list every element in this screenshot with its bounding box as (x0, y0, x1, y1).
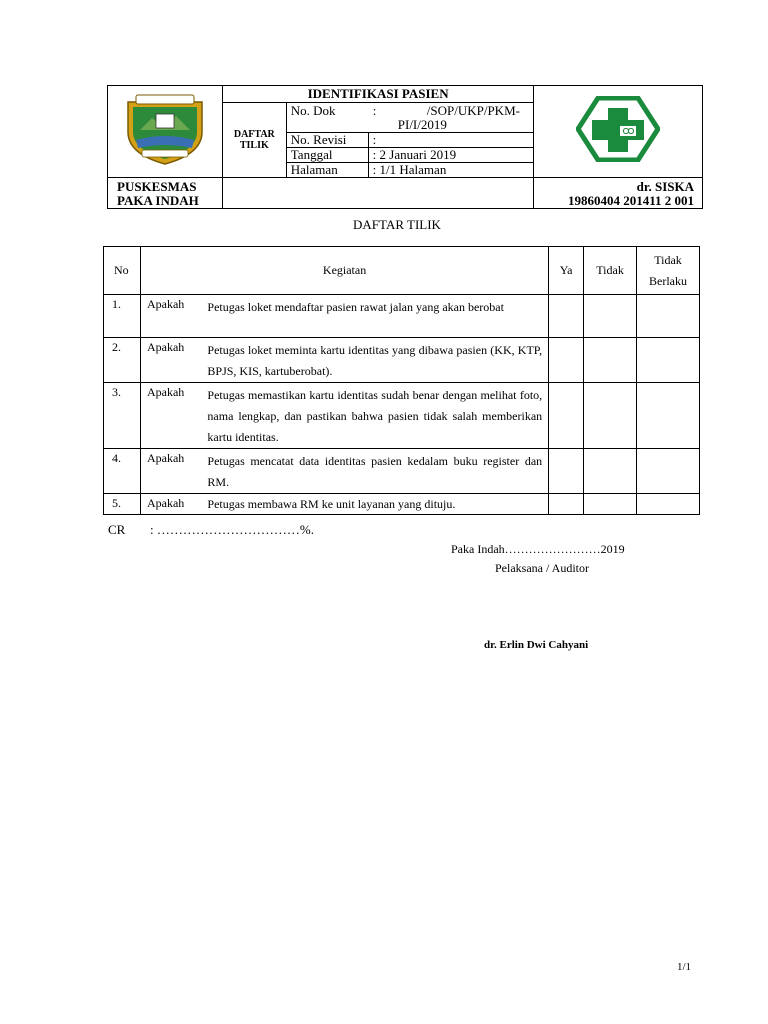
row-text: Petugas mencatat data identitas pasien kedalam buku register dan RM. (201, 449, 548, 494)
no-dok-value-line1: /SOP/UKP/PKM- (426, 103, 520, 118)
check-tidak-berlaku[interactable] (637, 449, 700, 494)
checklist-table (103, 246, 700, 515)
col-tidak-berlaku-line2: Berlaku (649, 273, 688, 288)
tanggal-label: Tanggal (286, 148, 368, 163)
no-dok-label: No. Dok (290, 103, 336, 118)
document-title: IDENTIFIKASI PASIEN (222, 86, 533, 103)
table-row (104, 295, 700, 338)
row-text: Petugas loket meminta kartu identitas yang dibawa pasien (KK, KTP, BPJS, KIS, kartuberobat). (201, 338, 548, 383)
check-ya[interactable] (549, 494, 584, 515)
no-revisi-value: : (368, 133, 534, 148)
check-ya[interactable] (549, 449, 584, 494)
row-prefix: Apakah (140, 295, 201, 338)
col-tidak-berlaku (637, 247, 700, 295)
row-number: 2. (104, 338, 141, 383)
check-ya[interactable] (549, 383, 584, 449)
table-row (104, 449, 700, 494)
row-number: 4. (104, 449, 141, 494)
check-tidak-berlaku[interactable] (637, 338, 700, 383)
no-dok-row (286, 103, 534, 133)
check-tidak[interactable] (584, 295, 637, 338)
tanggal-value: : 2 Januari 2019 (368, 148, 534, 163)
check-tidak-berlaku[interactable] (637, 494, 700, 515)
puskesmas-logo-cell (534, 86, 703, 178)
halaman-label: Halaman (286, 163, 368, 178)
organization-name (108, 178, 223, 209)
signer-role: Pelaksana / Auditor (495, 561, 589, 575)
head-name: dr. SISKA (636, 179, 694, 194)
document-header (107, 85, 703, 209)
org-line1: PUSKESMAS (117, 179, 197, 194)
check-tidak-berlaku[interactable] (637, 383, 700, 449)
form-type-line1: DAFTAR (233, 129, 275, 140)
row-prefix: Apakah (140, 494, 201, 515)
check-ya[interactable] (549, 338, 584, 383)
check-ya[interactable] (549, 295, 584, 338)
row-number: 1. (104, 295, 141, 338)
row-prefix: Apakah (140, 383, 201, 449)
checklist-title: DAFTAR TILIK (353, 217, 441, 232)
col-tidak-berlaku-line1: Tidak (654, 252, 682, 267)
check-tidak[interactable] (584, 383, 637, 449)
row-number: 5. (104, 494, 141, 515)
halaman-value: : 1/1 Halaman (368, 163, 534, 178)
no-dok-colon: : (372, 103, 377, 118)
col-ya: Ya (549, 247, 584, 295)
table-row (104, 494, 700, 515)
place-date: Paka Indah……………………2019 (451, 542, 625, 556)
blank-cell (222, 178, 533, 209)
check-tidak[interactable] (584, 494, 637, 515)
regency-emblem-icon (122, 92, 208, 166)
row-text: Petugas memastikan kartu identitas sudah benar dengan melihat foto, nama lengkap, dan pastikan bahwa pasien tidak salah memberikan kartu identitas. (201, 383, 548, 449)
col-no: No (104, 247, 141, 295)
row-number: 3. (104, 383, 141, 449)
signer-name: dr. Erlin Dwi Cahyani (484, 639, 589, 651)
table-row (104, 383, 700, 449)
page-number: 1/1 (677, 961, 692, 973)
form-type-line2: TILIK (239, 140, 269, 151)
no-revisi-label: No. Revisi (286, 133, 368, 148)
row-text: Petugas loket mendaftar pasien rawat jalan yang akan berobat (201, 295, 548, 338)
check-tidak[interactable] (584, 338, 637, 383)
row-prefix: Apakah (140, 449, 201, 494)
org-line2: PAKA INDAH (117, 193, 199, 208)
row-text: Petugas membawa RM ke unit layanan yang dituju. (201, 494, 548, 515)
regency-logo-cell (108, 86, 223, 178)
table-header-row (104, 247, 700, 295)
form-type-cell (222, 103, 286, 178)
row-prefix: Apakah (140, 338, 201, 383)
head-of-puskesmas (534, 178, 703, 209)
cr-value: : ……………………………%. (150, 522, 314, 537)
col-tidak: Tidak (584, 247, 637, 295)
table-row (104, 338, 700, 383)
check-tidak-berlaku[interactable] (637, 295, 700, 338)
check-tidak[interactable] (584, 449, 637, 494)
cr-label: CR (108, 522, 126, 537)
head-nip: 19860404 201411 2 001 (567, 193, 694, 208)
no-dok-value-line2: PI/I/2019 (397, 117, 447, 132)
col-kegiatan: Kegiatan (140, 247, 548, 295)
puskesmas-logo-icon (576, 96, 660, 162)
